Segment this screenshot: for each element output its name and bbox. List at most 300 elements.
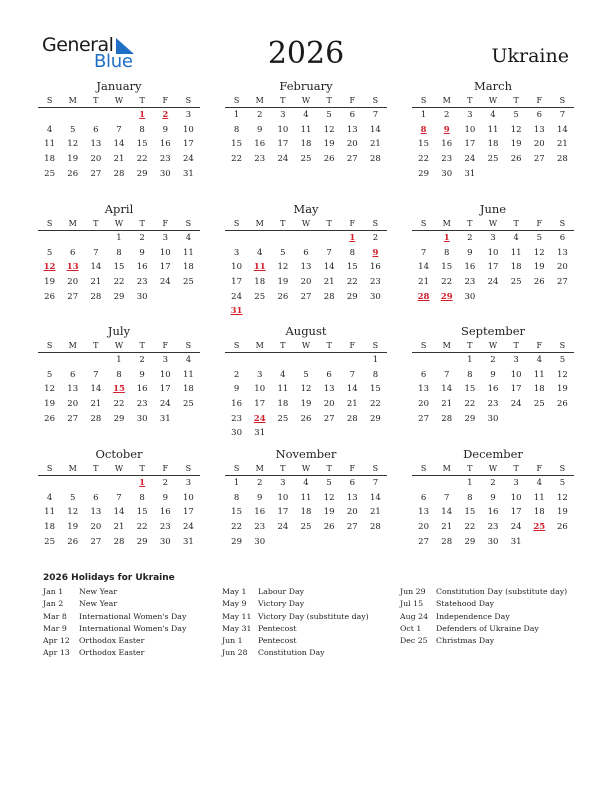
empty-cell [341,304,364,319]
day-cell: 8 [467,369,473,380]
weekday-label: F [341,462,364,476]
week-row [412,382,574,397]
month-title: December [463,447,523,461]
empty-cell [294,304,317,319]
day-cell: 3 [513,355,519,366]
weekday-label: T [84,94,107,108]
day-cell: 25 [44,168,55,179]
holiday-entry [222,636,402,648]
weekday-label: F [341,217,364,231]
day-cell: 2 [257,110,263,121]
day-cell: 10 [254,384,266,395]
day-cell: 24 [510,522,522,533]
week-row [38,520,200,535]
day-cell: 28 [113,168,125,179]
day-cell: 13 [418,507,429,518]
day-cell: 3 [280,110,286,121]
day-cell: 14 [113,139,125,150]
holiday-entry [400,599,580,611]
day-cell: 30 [254,536,266,547]
holiday-day-cell: 9 [372,247,379,258]
empty-cell [84,476,107,491]
weekday-label: T [458,339,481,353]
day-cell: 28 [323,291,335,302]
day-cell: 19 [277,277,289,288]
day-cell: 22 [136,522,148,533]
day-cell: 22 [418,154,429,165]
empty-cell [84,353,107,368]
day-cell: 27 [418,536,429,547]
day-cell: 28 [90,291,102,302]
empty-cell [248,304,271,319]
day-cell: 10 [277,124,289,135]
day-cell: 29 [418,168,429,179]
day-cell: 2 [467,233,473,244]
empty-cell [551,289,574,304]
day-cell: 11 [510,247,522,258]
day-cell: 20 [418,522,429,533]
holiday-day-cell: 12 [43,262,56,273]
empty-cell [294,426,317,441]
day-cell: 18 [254,277,266,288]
weekday-label: T [318,94,341,108]
week-row [38,368,200,383]
weekday-label: F [528,217,551,231]
weekday-label: F [528,462,551,476]
week-row [38,152,200,167]
day-cell: 13 [67,384,79,395]
day-cell: 15 [346,262,358,273]
holiday-entry [222,599,402,611]
day-cell: 27 [300,291,312,302]
empty-cell [154,289,177,304]
day-cell: 6 [70,247,76,258]
day-cell: 13 [533,124,545,135]
day-cell: 10 [277,492,289,503]
empty-cell [435,476,458,491]
day-cell: 14 [90,262,102,273]
holiday-name: Pentecost [258,623,297,633]
weekday-label: S [38,339,61,353]
day-cell: 18 [44,154,55,165]
month-title: January [96,79,142,93]
day-cell: 30 [159,536,171,547]
month-title: June [479,202,507,216]
holiday-entry [222,587,402,599]
day-cell: 5 [280,247,286,258]
day-cell: 25 [533,399,545,410]
day-cell: 14 [370,124,381,135]
weekday-label: F [154,462,177,476]
day-cell: 21 [346,399,358,410]
day-cell: 19 [557,507,568,518]
empty-cell [505,411,528,426]
empty-cell [551,534,574,549]
weekday-label: W [107,94,130,108]
day-cell: 12 [323,492,335,503]
week-row [225,411,387,426]
empty-cell [107,108,130,123]
day-cell: 13 [90,507,102,518]
day-cell: 7 [116,124,122,135]
weekday-label: M [248,217,271,231]
day-cell: 30 [441,168,453,179]
week-row [38,411,200,426]
day-cell: 6 [349,110,355,121]
day-cell: 16 [487,384,499,395]
week-row [225,260,387,275]
day-cell: 4 [185,233,192,244]
day-cell: 31 [510,536,522,547]
weekday-label: F [341,339,364,353]
weekday-label: S [177,94,200,108]
day-cell: 23 [464,277,476,288]
holiday-date: Jan 2 [43,599,64,609]
day-cell: 21 [323,277,335,288]
weekday-label: S [412,339,435,353]
week-row [225,382,387,397]
day-cell: 5 [326,478,332,489]
day-cell: 22 [231,522,242,533]
empty-cell [318,304,341,319]
day-cell: 1 [233,110,240,121]
day-cell: 16 [441,139,453,150]
day-cell: 13 [90,139,102,150]
day-cell: 29 [370,413,381,424]
day-cell: 7 [326,247,332,258]
week-row [412,353,574,368]
weekday-label: T [131,462,154,476]
empty-cell [341,426,364,441]
weekday-label: F [154,339,177,353]
holiday-date: May 31 [222,623,252,633]
day-cell: 27 [346,154,358,165]
day-cell: 5 [46,247,53,258]
day-cell: 23 [370,277,381,288]
month-november [225,447,387,549]
day-cell: 20 [90,154,102,165]
day-cell: 22 [370,399,381,410]
day-cell: 18 [300,139,312,150]
day-cell: 13 [418,384,429,395]
weekday-label: M [248,94,271,108]
day-cell: 18 [533,384,545,395]
week-row [225,368,387,383]
day-cell: 22 [231,154,242,165]
weekday-label: T [458,217,481,231]
weekday-label: F [154,217,177,231]
day-cell: 9 [490,369,496,380]
holiday-day-cell: 29 [440,291,453,302]
empty-cell [107,476,130,491]
empty-cell [481,166,504,181]
day-cell: 3 [280,478,286,489]
day-cell: 17 [464,139,476,150]
holiday-date: Mar 8 [43,611,67,621]
day-cell: 4 [303,110,309,121]
day-cell: 4 [490,110,496,121]
day-cell: 29 [464,413,476,424]
holiday-name: Statehood Day [436,599,495,609]
week-row [412,246,574,261]
day-cell: 26 [557,399,568,410]
empty-cell [412,231,435,246]
day-cell: 8 [233,492,240,503]
day-cell: 25 [487,154,499,165]
day-cell: 20 [557,262,568,273]
day-cell: 16 [464,262,476,273]
day-cell: 21 [370,139,381,150]
empty-cell [225,353,248,368]
day-cell: 31 [159,413,171,424]
week-row [225,476,387,491]
day-cell: 4 [536,478,542,489]
day-cell: 16 [487,507,499,518]
week-row [412,289,574,304]
day-cell: 16 [254,507,266,518]
week-row [38,476,200,491]
weekday-label: W [481,94,504,108]
holiday-date: Jul 15 [400,599,424,609]
empty-cell [271,353,294,368]
empty-cell [38,353,61,368]
month-table [412,339,574,426]
month-title: October [95,447,143,461]
empty-cell [318,426,341,441]
day-cell: 14 [113,507,125,518]
weekday-label: S [177,462,200,476]
holiday-day-cell: 13 [66,262,79,273]
day-cell: 17 [231,277,242,288]
day-cell: 23 [254,154,266,165]
week-row [225,534,387,549]
month-table [38,217,200,304]
day-cell: 10 [183,124,194,135]
day-cell: 7 [559,110,566,121]
empty-cell [435,353,458,368]
holiday-name: Defenders of Ukraine Day [436,623,539,633]
day-cell: 15 [464,384,476,395]
day-cell: 31 [464,168,476,179]
empty-cell [225,231,248,246]
day-cell: 27 [67,291,79,302]
holiday-entry [43,648,223,660]
week-row [412,166,574,181]
day-cell: 9 [139,369,145,380]
empty-cell [481,289,504,304]
week-row [38,505,200,520]
month-title: March [474,79,512,93]
day-cell: 15 [370,384,381,395]
week-row [38,534,200,549]
weekday-label: W [481,217,504,231]
week-row [38,275,200,290]
month-table [412,94,574,181]
week-row [412,534,574,549]
day-cell: 25 [44,536,55,547]
holiday-name: New Year [79,587,118,596]
month-table [225,217,387,319]
day-cell: 17 [159,384,171,395]
day-cell: 10 [487,247,499,258]
day-cell: 27 [90,536,102,547]
weekday-label: F [341,94,364,108]
day-cell: 12 [300,384,312,395]
weekday-label: S [225,462,248,476]
year-title: 2026 [267,36,345,71]
day-cell: 20 [67,277,79,288]
weekday-label: M [61,217,84,231]
day-cell: 23 [136,399,148,410]
day-cell: 6 [93,492,99,503]
day-cell: 12 [67,139,79,150]
day-cell: 3 [467,110,473,121]
weekday-label: W [294,339,317,353]
holiday-day-cell: 25 [533,522,546,533]
month-table [38,94,200,181]
empty-cell [271,304,294,319]
day-cell: 1 [420,110,427,121]
weekday-label: W [107,339,130,353]
weekday-label: S [225,339,248,353]
day-cell: 29 [464,536,476,547]
day-cell: 22 [464,522,476,533]
holiday-date: May 9 [222,599,247,609]
day-cell: 21 [441,522,453,533]
month-table [225,462,387,549]
week-row [412,231,574,246]
day-cell: 4 [46,124,53,135]
holiday-date: Jun 29 [400,587,426,596]
week-row [412,137,574,152]
empty-cell [318,534,341,549]
day-cell: 20 [90,522,102,533]
weekday-label: S [412,462,435,476]
empty-cell [61,108,84,123]
holiday-name: Orthodox Easter [79,648,145,658]
day-cell: 19 [67,154,79,165]
day-cell: 5 [70,124,76,135]
month-august [225,324,387,441]
day-cell: 6 [536,110,542,121]
weekday-label: T [84,339,107,353]
holiday-entry [43,599,223,611]
day-cell: 6 [93,124,99,135]
day-cell: 28 [557,154,568,165]
week-row [225,426,387,441]
day-cell: 11 [277,384,289,395]
day-cell: 9 [162,492,168,503]
day-cell: 29 [346,291,358,302]
weekday-label: T [271,94,294,108]
day-cell: 17 [277,507,289,518]
day-cell: 6 [303,247,309,258]
holiday-entry [400,587,580,599]
holiday-name: International Women's Day [79,623,187,633]
holiday-name: Labour Day [258,587,305,596]
empty-cell [318,353,341,368]
holiday-date: Jun 1 [222,636,243,646]
day-cell: 11 [533,369,545,380]
holiday-date: May 11 [222,611,252,621]
week-row [38,166,200,181]
day-cell: 30 [136,413,148,424]
day-cell: 9 [162,124,168,135]
day-cell: 30 [159,168,171,179]
day-cell: 4 [257,247,263,258]
day-cell: 11 [44,139,55,150]
empty-cell [551,166,574,181]
day-cell: 6 [420,492,427,503]
weekday-label: S [412,217,435,231]
empty-cell [84,231,107,246]
holiday-day-cell: 1 [349,233,356,244]
day-cell: 16 [159,139,171,150]
month-may [225,202,387,319]
day-cell: 29 [113,413,125,424]
empty-cell [271,534,294,549]
day-cell: 8 [139,492,145,503]
holiday-entry [400,624,580,636]
day-cell: 2 [490,478,496,489]
day-cell: 3 [185,110,192,121]
holiday-day-cell: 15 [113,384,125,395]
day-cell: 7 [372,478,379,489]
empty-cell [294,353,317,368]
day-cell: 23 [159,522,171,533]
day-cell: 18 [300,507,312,518]
week-row [38,491,200,506]
day-cell: 29 [231,536,242,547]
holiday-date: Mar 9 [43,623,67,633]
day-cell: 21 [370,507,381,518]
month-june [412,202,574,304]
empty-cell [528,289,551,304]
day-cell: 5 [513,110,519,121]
day-cell: 19 [510,139,522,150]
day-cell: 20 [346,507,358,518]
day-cell: 16 [136,262,148,273]
day-cell: 17 [183,139,194,150]
day-cell: 12 [67,507,79,518]
week-row [38,123,200,138]
weekday-label: T [318,462,341,476]
week-row [38,108,200,123]
day-cell: 28 [90,413,102,424]
day-cell: 16 [136,384,148,395]
holiday-name: Independence Day [436,611,510,621]
empty-cell [38,231,61,246]
day-cell: 2 [162,478,168,489]
weekday-label: S [38,462,61,476]
weekday-label: S [551,94,574,108]
day-cell: 11 [183,369,194,380]
day-cell: 2 [139,233,145,244]
empty-cell [364,534,387,549]
month-october [38,447,200,549]
holiday-date: Dec 25 [400,636,428,646]
month-title: July [107,324,131,338]
empty-cell [364,304,387,319]
day-cell: 10 [183,492,194,503]
weekday-label: T [505,94,528,108]
holiday-name: Constitution Day (substitute day) [436,587,568,596]
holiday-day-cell: 1 [139,110,146,121]
holiday-date: Jan 1 [43,587,64,596]
month-january [38,79,200,181]
empty-cell [271,426,294,441]
holiday-entry [43,587,223,599]
